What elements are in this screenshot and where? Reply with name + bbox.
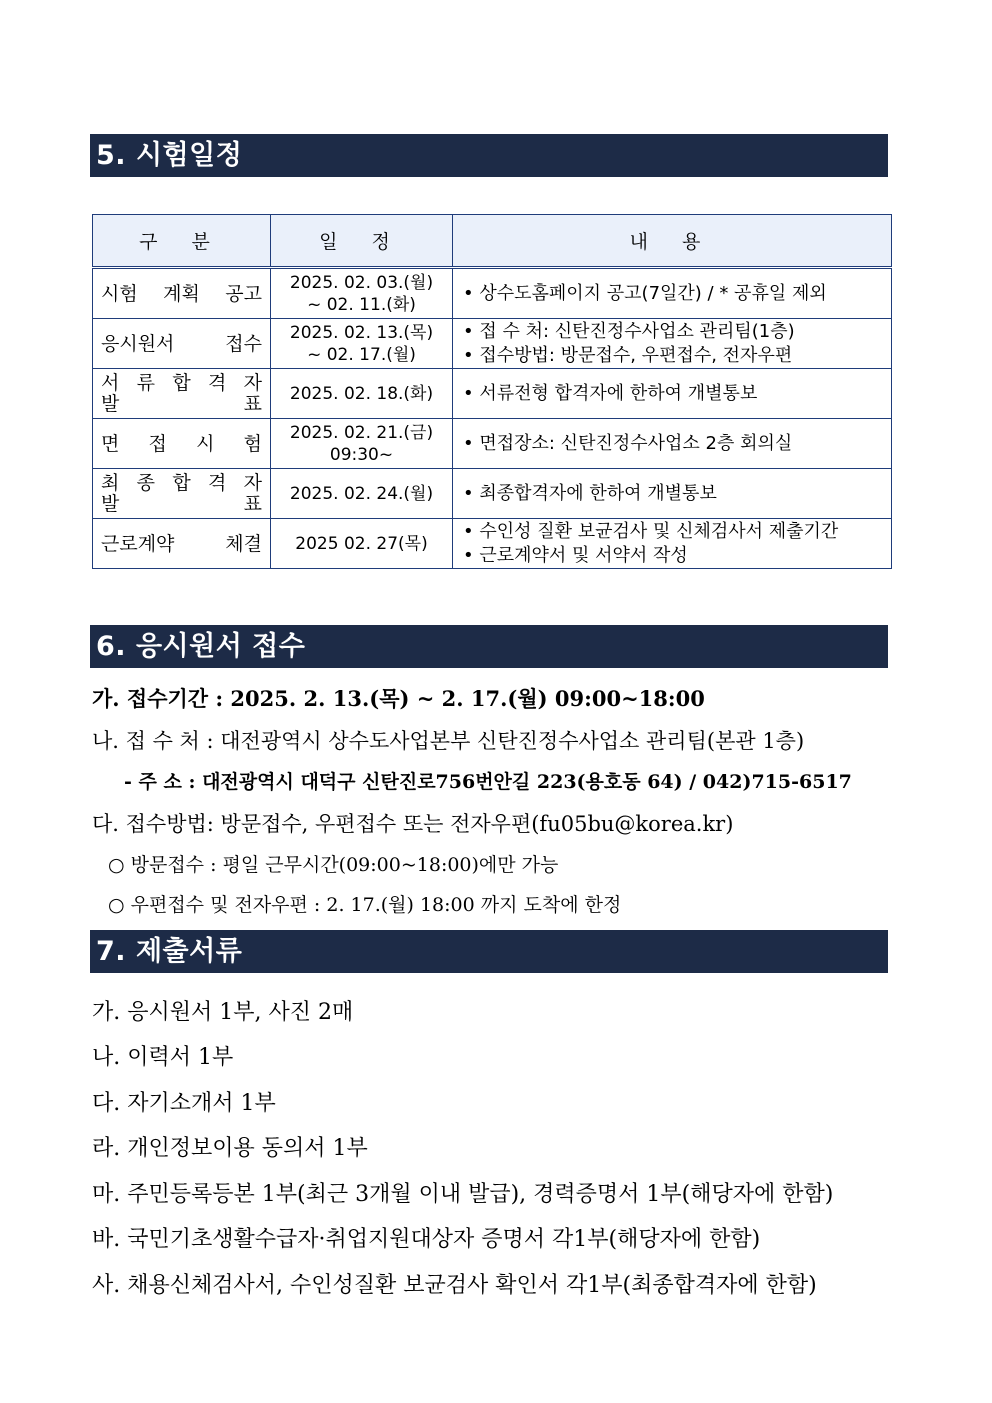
date-line: 2025 02. 27(목) (295, 533, 428, 554)
header-content: 내 용 (453, 215, 892, 268)
table-row (93, 519, 892, 569)
receipt-place: 나. 접 수 처 : 대전광역시 상수도사업본부 신탄진정수사업소 관리팀(본관 1층) (92, 729, 805, 753)
content-bullet: • 접수방법: 방문접수, 우편접수, 전자우편 (463, 344, 883, 368)
date-line: 2025. 02. 03.(월) (289, 272, 434, 293)
date-line: 2025. 02. 18.(화) (289, 383, 434, 404)
document-item: 마. 주민등록등본 1부(최근 3개월 이내 발급), 경력증명서 1부(해당자에 한함) (92, 1182, 834, 1207)
row-date (271, 519, 453, 569)
row-category: 근로계약 체결 (93, 519, 271, 569)
date-line: ~ 02. 11.(화) (307, 294, 416, 315)
table-row (93, 419, 892, 469)
section-5-header: 5. 시험일정 (90, 134, 888, 177)
row-date (271, 268, 453, 319)
row-date (271, 419, 453, 469)
row-category: 응시원서 접수 (93, 319, 271, 369)
table-row (93, 369, 892, 419)
row-content (453, 319, 892, 369)
content-bullet: • 면접장소: 신탄진정수사업소 2층 회의실 (463, 432, 883, 456)
document-item: 라. 개인정보이용 동의서 1부 (92, 1136, 368, 1161)
row-content (453, 519, 892, 569)
section-6-header: 6. 응시원서 접수 (90, 625, 888, 668)
content-bullet: • 서류전형 합격자에 한하여 개별통보 (463, 382, 883, 406)
content-bullet: • 수인성 질환 보균검사 및 신체검사서 제출기간 (463, 520, 883, 544)
table-row (93, 319, 892, 369)
row-content (453, 469, 892, 519)
document-item: 가. 응시원서 1부, 사진 2매 (92, 1000, 354, 1025)
content-bullet: • 근로계약서 및 서약서 작성 (463, 544, 883, 568)
header-category: 구 분 (93, 215, 271, 268)
schedule-table (92, 214, 892, 569)
row-date (271, 469, 453, 519)
category-line: 발 표 (101, 392, 262, 415)
date-line: 2025. 02. 24.(월) (289, 483, 434, 504)
table-header-row (93, 215, 892, 268)
document-item: 사. 채용신체검사서, 수인성질환 보균검사 확인서 각1부(최종합격자에 한함) (92, 1273, 817, 1298)
row-category: 시험 계획 공고 (93, 268, 271, 319)
content-bullet: • 상수도홈페이지 공고(7일간) / * 공휴일 제외 (463, 282, 883, 306)
section-7-header: 7. 제출서류 (90, 930, 888, 973)
row-content (453, 369, 892, 419)
category-line: 발 표 (101, 492, 262, 515)
table-row (93, 268, 892, 319)
date-line: 2025. 02. 13.(목) (289, 322, 434, 343)
table-row (93, 469, 892, 519)
document-item: 나. 이력서 1부 (92, 1045, 234, 1070)
date-line: 2025. 02. 21.(금) (289, 422, 434, 443)
date-line: 09:30~ (329, 444, 394, 465)
category-line: 최 종 합 격 자 (101, 471, 262, 494)
row-category: 면 접 시 험 (93, 419, 271, 469)
document-item: 바. 국민기초생활수급자·취업지원대상자 증명서 각1부(해당자에 한함) (92, 1227, 761, 1252)
row-category (93, 469, 271, 519)
row-content (453, 419, 892, 469)
receipt-address: - 주 소 : 대전광역시 대덕구 신탄진로756번안길 223(용호동 64) / 042)715-6517 (124, 771, 852, 793)
row-date (271, 319, 453, 369)
content-bullet: • 최종합격자에 한하여 개별통보 (463, 482, 883, 506)
visit-receipt-note: ○ 방문접수 : 평일 근무시간(09:00~18:00)에만 가능 (108, 854, 559, 876)
row-content (453, 268, 892, 319)
receipt-method: 다. 접수방법: 방문접수, 우편접수 또는 전자우편(fu05bu@korea.kr) (92, 812, 734, 836)
mail-receipt-note: ○ 우편접수 및 전자우편 : 2. 17.(월) 18:00 까지 도착에 한정 (108, 894, 622, 916)
category-line: 서 류 합 격 자 (101, 371, 262, 394)
row-date (271, 369, 453, 419)
receipt-period: 가. 접수기간 : 2025. 2. 13.(목) ~ 2. 17.(월) 09:00~18:00 (92, 686, 705, 711)
row-category (93, 369, 271, 419)
content-bullet: • 접 수 처: 신탄진정수사업소 관리팀(1층) (463, 320, 883, 344)
header-date: 일 정 (271, 215, 453, 268)
document-item: 다. 자기소개서 1부 (92, 1091, 276, 1116)
date-line: ~ 02. 17.(월) (307, 344, 416, 365)
